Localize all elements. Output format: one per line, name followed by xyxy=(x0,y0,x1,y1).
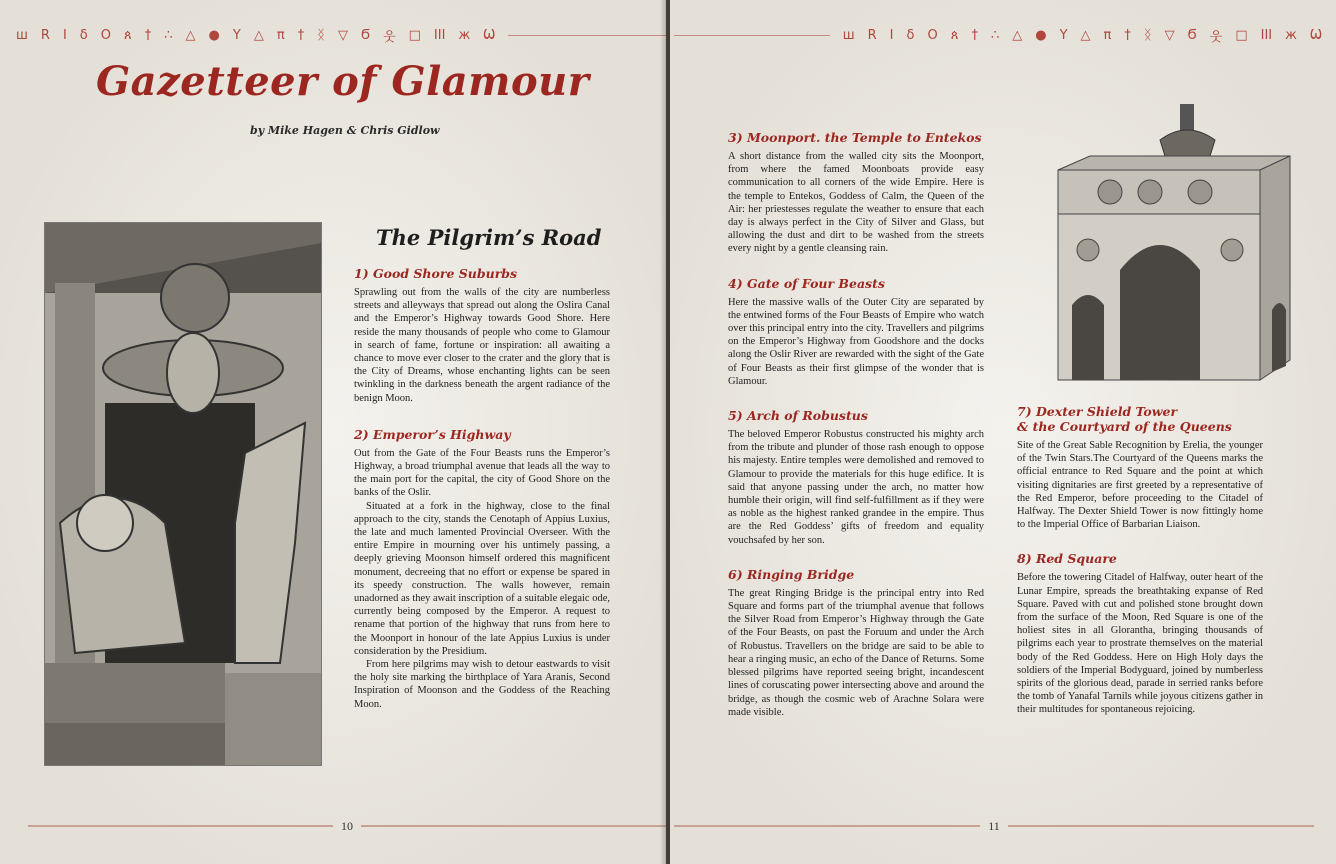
entry-emperors-highway xyxy=(354,427,610,711)
rune-glyph: R xyxy=(40,27,50,43)
entry-gate-of-four-beasts xyxy=(728,276,984,388)
rune-glyph: 웃 xyxy=(1209,29,1223,45)
byline: by Mike Hagen & Chris Gidlow xyxy=(250,124,440,137)
entry-paragraph: The beloved Emperor Robustus constructed his mighty arch from the tribute and plunder of those rash enough to oppose his majesty. Entire temples were demolished and removed to Glamour to provide the materials for this huge edifice. It is said that anyone passing under the arch, no matter how humble their origin, will find self-fulfillment as if they were as noble as the highest ranked grandee in the empire. Thus are the Red Goddess’ gifts of freedom and equality vouchsafed by her son. xyxy=(728,429,984,546)
entry-good-shore-suburbs xyxy=(354,266,610,405)
entry-paragraph: Site of the Great Sable Recognition by Erelia, the younger of the Twin Stars.The Courtyard of the Queens marks the official entrance to Red Square and the point at which visiting dignitaries are first greeted by a representative of the Red Emperor, before proceeding to the Citadel of Halfway. The Dexter Shield Tower is now fittingly home to the Imperial Office of Barbarian Liaison. xyxy=(1017,440,1263,531)
rune-glyph: Ѡ xyxy=(483,27,496,43)
entry-paragraph: A short distance from the walled city sits the Moonport, from where the famed Moonboats provide easy communication to all corners of the wide Empire. Here is the temple to Entekos, Goddess of Calm, the Queen of the Air: her priestesses regulate the weather to ensure that each day is always perfect in the City of Silver and Glass, but allowing the dust and dirt to be washed from the streets every night by a gentle cleansing rain. xyxy=(728,151,984,255)
rune-glyph: δ xyxy=(79,27,88,43)
rune-glyph: ∴ xyxy=(164,27,173,43)
rune-glyph: I xyxy=(62,27,67,43)
entry-dexter-shield-tower xyxy=(1017,404,1263,531)
rune-header-bar xyxy=(16,24,666,46)
rune-glyph: 웃 xyxy=(383,29,396,45)
rune-glyph: † xyxy=(144,27,152,43)
rune-glyph: † xyxy=(1124,27,1131,43)
rune-glyph: † xyxy=(297,27,305,43)
entry-paragraph: Sprawling out from the walls of the city are numberless streets and alleyways that spread out along the Oslira Canal and the Emperor’s Highway towards Good Shore. Here reside the many thousands of people who come to Glamour in search of fame, fortune or inspiration: all awaiting a chance to move ever closer to the crater and the glory that is the City of Dreams, whose enchanting lights can be seen twinkling in the darkness beneath the argent radiance of the benign Moon. xyxy=(354,287,610,404)
rune-glyph: Y xyxy=(232,27,241,43)
entry-heading-line1: 7) Dexter Shield Tower xyxy=(1017,404,1178,419)
entry-heading: 5) Arch of Robustus xyxy=(728,408,868,424)
entry-heading: 3) Moonport. the Temple to Entekos xyxy=(728,130,982,145)
rune-glyph: ᛝ xyxy=(1143,27,1152,43)
rune-glyph: ▽ xyxy=(337,27,348,43)
rune-glyph: △ xyxy=(1012,27,1023,43)
rune-glyph: π xyxy=(276,27,285,43)
entry-ringing-bridge xyxy=(728,567,984,719)
rune-glyph: ጰ xyxy=(950,27,959,43)
rune-glyph: Ϭ xyxy=(1187,27,1197,43)
entry-red-square xyxy=(1017,551,1263,716)
rune-glyph: ш xyxy=(16,27,28,43)
header-rule xyxy=(674,35,830,36)
entry-paragraph: Situated at a fork in the highway, close to the final approach to the city, stands the Cenotaph of Appius Luxius, the late and much lamented Provincial Overseer. With the entire Empire in mourning over his untimely passing, a deeply grieving Moonson himself ordered this magnificent monument, decreeing that no effort or expense be spared in its speedy construction. The walls however, remain unadorned as they await inscription of a suitable elegaic ode, currently being composed by the Emperor. A request to rename that portion of the highway that runs from here to the Moonport in honour of the late Appius Luxius is under consideration by the Presidium. xyxy=(354,500,610,657)
entry-heading-line2: & the Courtyard of the Queens xyxy=(1017,419,1232,434)
rune-header-bar xyxy=(674,24,1322,46)
rune-glyph: △ xyxy=(1080,27,1091,43)
entry-paragraph: The great Ringing Bridge is the principal entry into Red Square and forms part of the triumphal avenue that follows the Silver Road from Emperor’s Highway through the Gate of the Four Beasts, on past the Foruum and under the Arch of Robustus. Travellers on the bridge are said to be able to hear a ringing music, an echo of the Dance of Returns. Some blessed pilgrims have reported seeing bright, incandescent lines of coruscating power intersecting above and around the bridge, as though the cosmic web of Arachne Solara were made visible. xyxy=(728,587,984,718)
rune-glyph: Ϭ xyxy=(360,27,371,43)
rune-glyph: ● xyxy=(1035,27,1047,43)
entry-moonport xyxy=(728,130,984,256)
rune-glyph: III xyxy=(1260,27,1273,43)
rune-glyph: △ xyxy=(253,27,264,43)
rune-glyph: □ xyxy=(1235,27,1248,43)
rune-glyph: ∴ xyxy=(990,27,1000,43)
rune-glyph: Y xyxy=(1059,27,1068,43)
page-number: 11 xyxy=(988,818,1000,833)
entry-paragraph: Before the towering Citadel of Halfway, outer heart of the Lunar Empire, spreads the breathtaking expanse of Red Square. Paved with cut and polished stone brought down from the surface of the Moon, Red Square is one of the holiest sites in all Glorantha, bringing thousands of pilgrims each year to prostrate themselves on the material body of the Red Goddess. Here on High Holy days the soldiers of the Imperial Bodyguard, joined by numberless spirits of the glorious dead, parade in serried ranks before the tomb of Yanafal Tarnils while joyous citizens gather in their multitudes for spontaneous rejoicing. xyxy=(1017,572,1263,716)
entry-heading xyxy=(1017,404,1263,434)
right-page xyxy=(670,0,1336,864)
entry-paragraph: Here the massive walls of the Outer City are separated by the entwined forms of the Four Beasts of Empire who watch over this principal entry into the city. Travellers and pilgrims on the Emperor’s Highway from Goodshore and the docks along the Oslir River are rewarded with the sight of the Gate of Four Beasts as their first glimpse of the wonder that is Glamour. xyxy=(728,296,984,387)
footer-rule xyxy=(674,825,980,827)
rune-glyph: R xyxy=(867,27,877,43)
rune-glyph: O xyxy=(927,27,938,43)
left-text-column xyxy=(354,266,610,711)
page-title: Gazetteer of Glamour xyxy=(96,58,590,105)
rune-glyph: π xyxy=(1103,27,1112,43)
rune-glyph: O xyxy=(100,27,111,43)
entry-heading: 8) Red Square xyxy=(1017,551,1117,567)
rune-glyph: Ѡ xyxy=(1309,27,1322,43)
page-footer xyxy=(28,818,666,833)
entry-heading: 6) Ringing Bridge xyxy=(728,566,855,582)
rune-glyph: ж xyxy=(1285,27,1297,43)
entry-arch-of-robustus xyxy=(728,408,984,547)
footer-rule xyxy=(28,825,333,827)
page-footer xyxy=(674,818,1314,833)
right-text-column-1 xyxy=(728,130,984,719)
rune-glyph: III xyxy=(433,27,446,43)
rune-glyph: ж xyxy=(458,27,471,43)
entry-heading: 1) Good Shore Suburbs xyxy=(354,266,518,281)
rune-glyph: ᛝ xyxy=(317,27,325,43)
header-rule xyxy=(508,35,666,36)
rune-glyph: ш xyxy=(842,27,855,43)
rune-glyph: ● xyxy=(208,27,220,43)
footer-rule xyxy=(1008,825,1314,827)
entry-heading: 2) Emperor’s Highway xyxy=(354,426,511,442)
left-page xyxy=(0,0,666,864)
entry-heading: 4) Gate of Four Beasts xyxy=(728,275,885,291)
gate-of-beasts-illustration xyxy=(44,222,322,766)
section-title: The Pilgrim’s Road xyxy=(376,225,602,250)
entry-paragraph: Out from the Gate of the Four Beasts runs the Emperor’s Highway, a broad triumphal avenue that leads all the way to the main port for the capital, the city of Good Shore on the banks of the Oslir. xyxy=(354,447,610,499)
rune-glyph: I xyxy=(889,27,894,43)
page-number: 10 xyxy=(341,818,353,833)
rune-glyph: ▽ xyxy=(1164,27,1175,43)
rune-glyph: † xyxy=(971,27,978,43)
rune-glyph: □ xyxy=(408,27,421,43)
rune-glyph: δ xyxy=(906,27,915,43)
rune-glyph: △ xyxy=(185,27,196,43)
entry-paragraph: From here pilgrims may wish to detour eastwards to visit the holy site marking the birthplace of Yara Aranis, Second Inspiration of Moonson and the Goddess of the Reaching Moon. xyxy=(354,659,610,710)
arch-of-robustus-illustration xyxy=(1050,100,1300,390)
rune-glyph: ጰ xyxy=(124,27,132,43)
footer-rule xyxy=(361,825,666,827)
right-text-column-2 xyxy=(1017,404,1263,717)
